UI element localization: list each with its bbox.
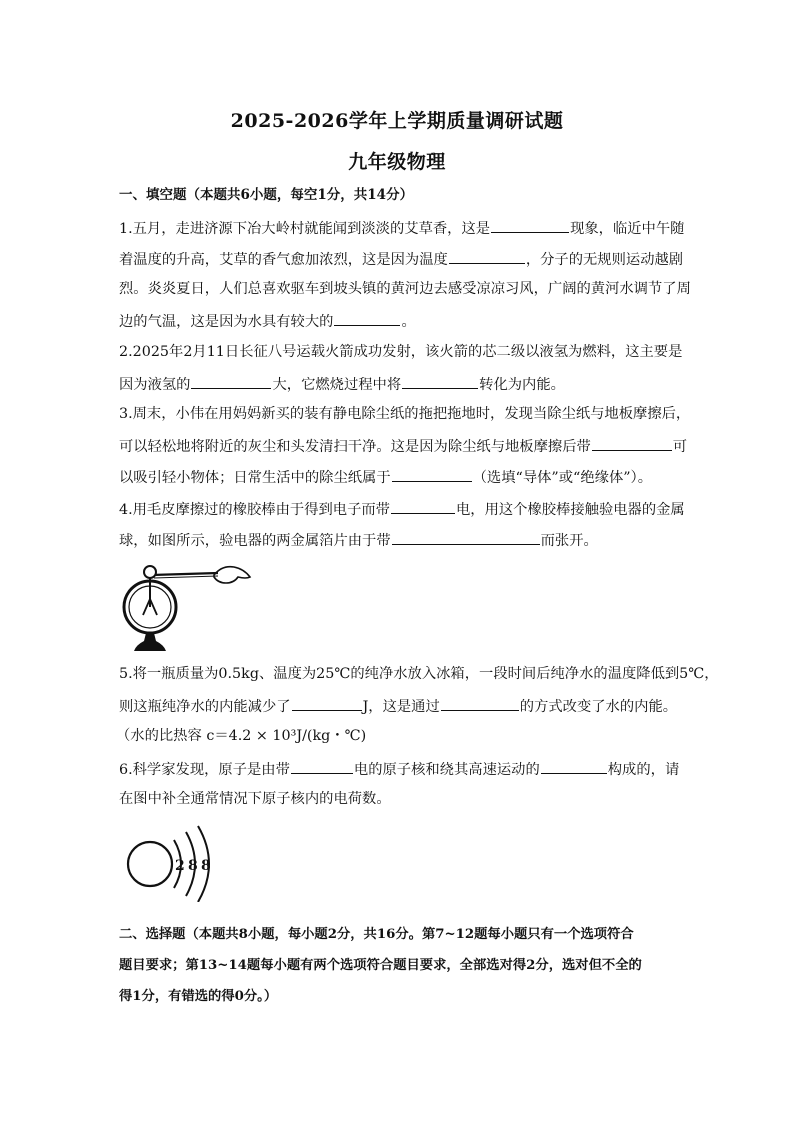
answer-blank[interactable] (491, 217, 569, 233)
answer-blank[interactable] (291, 758, 353, 774)
q2-line2: 因为液氢的 大，它燃烧过程中将 转化为内能。 (119, 373, 699, 395)
nucleus-circle (128, 842, 172, 886)
shell1-count: 2 (175, 858, 185, 874)
q5-line1: 5.将一瓶质量为0.5kg、温度为25℃的纯净水放入冰箱，一段时间后纯净水的温度降低到5℃， (119, 666, 719, 682)
answer-blank[interactable] (191, 373, 271, 389)
answer-blank[interactable] (441, 695, 519, 711)
section2-heading-line1: 二、选择题（本题共8小题，每小题2分，共16分。第7~12题每小题只有一个选项符合 (119, 927, 634, 942)
hand-icon (214, 567, 250, 583)
atom-structure-figure (118, 822, 228, 902)
metal-ball (144, 566, 156, 578)
electroscope-stand (134, 633, 166, 651)
answer-blank[interactable] (292, 695, 362, 711)
q3-line2: 可以轻松地将附近的灰尘和头发清扫干净。这是因为除尘纸与地板摩擦后带 可 (119, 435, 699, 457)
q1-line4: 边的气温，这是因为水具有较大的 。 (119, 310, 699, 332)
q1-line1: 1.五月，走进济源下冶大岭村就能闻到淡淡的艾草香，这是 现象，临近中午随 (119, 217, 699, 239)
q3-line1: 3.周末，小伟在用妈妈新买的装有静电除尘纸的拖把拖地时，发现当除尘纸与地板摩擦后， (119, 406, 691, 422)
section2-heading-line3: 得1分，有错选的得0分。） (119, 989, 278, 1004)
shell2-count: 8 (188, 858, 198, 874)
q4-line2: 球，如图所示，验电器的两金属箔片由于带 而张开。 (119, 529, 699, 551)
q6-line2: 在图中补全通常情况下原子核内的电荷数。 (119, 791, 391, 807)
metal-foil-right (150, 599, 157, 615)
q2-line1: 2.2025年2月11日长征八号运载火箭成功发射，该火箭的芯二级以液氢为燃料，这主要是 (119, 344, 683, 360)
answer-blank[interactable] (392, 529, 540, 545)
q5-line2: 则这瓶纯净水的内能减少了 J，这是通过 的方式改变了水的内能。 (119, 695, 699, 717)
q6-line1: 6.科学家发现，原子是由带 电的原子核和绕其高速运动的 构成的，请 (119, 758, 699, 780)
subject-title: 九年级物理 (348, 151, 446, 173)
section2-heading-line2: 题目要求；第13~14题每小题有两个选项符合题目要求，全部选对得2分，选对但不全的 (119, 958, 642, 973)
exam-title: 2025-2026学年上学期质量调研试题 (230, 110, 564, 132)
q3-line3: 以吸引轻小物体；日常生活中的除尘纸属于 （选填“导体”或“绝缘体”）。 (119, 466, 699, 488)
answer-blank[interactable] (391, 498, 455, 514)
q5-line3: （水的比热容 c＝4.2 × 10³J/(kg・℃) (116, 728, 367, 744)
answer-blank[interactable] (334, 310, 400, 326)
q1-line2: 着温度的升高，艾草的香气愈加浓烈，这是因为温度 ，分子的无规则运动越剧 (119, 248, 699, 270)
answer-blank[interactable] (449, 248, 525, 264)
metal-foil-left (143, 599, 150, 615)
answer-blank[interactable] (402, 373, 478, 389)
answer-blank[interactable] (592, 435, 672, 451)
rubber-rod (152, 573, 218, 575)
q1-line3: 烈。炎炎夏日，人们总喜欢驱车到坡头镇的黄河边去感受凉凉习风，广阔的黄河水调节了周 (119, 281, 691, 297)
answer-blank[interactable] (541, 758, 607, 774)
shell3-count: 8 (201, 858, 211, 874)
answer-blank[interactable] (392, 466, 472, 482)
section1-heading: 一、填空题（本题共6小题，每空1分，共14分） (119, 187, 414, 203)
electroscope-figure (118, 555, 258, 655)
q4-line1: 4.用毛皮摩擦过的橡胶棒由于得到电子而带 电，用这个橡胶棒接触验电器的金属 (119, 498, 699, 520)
